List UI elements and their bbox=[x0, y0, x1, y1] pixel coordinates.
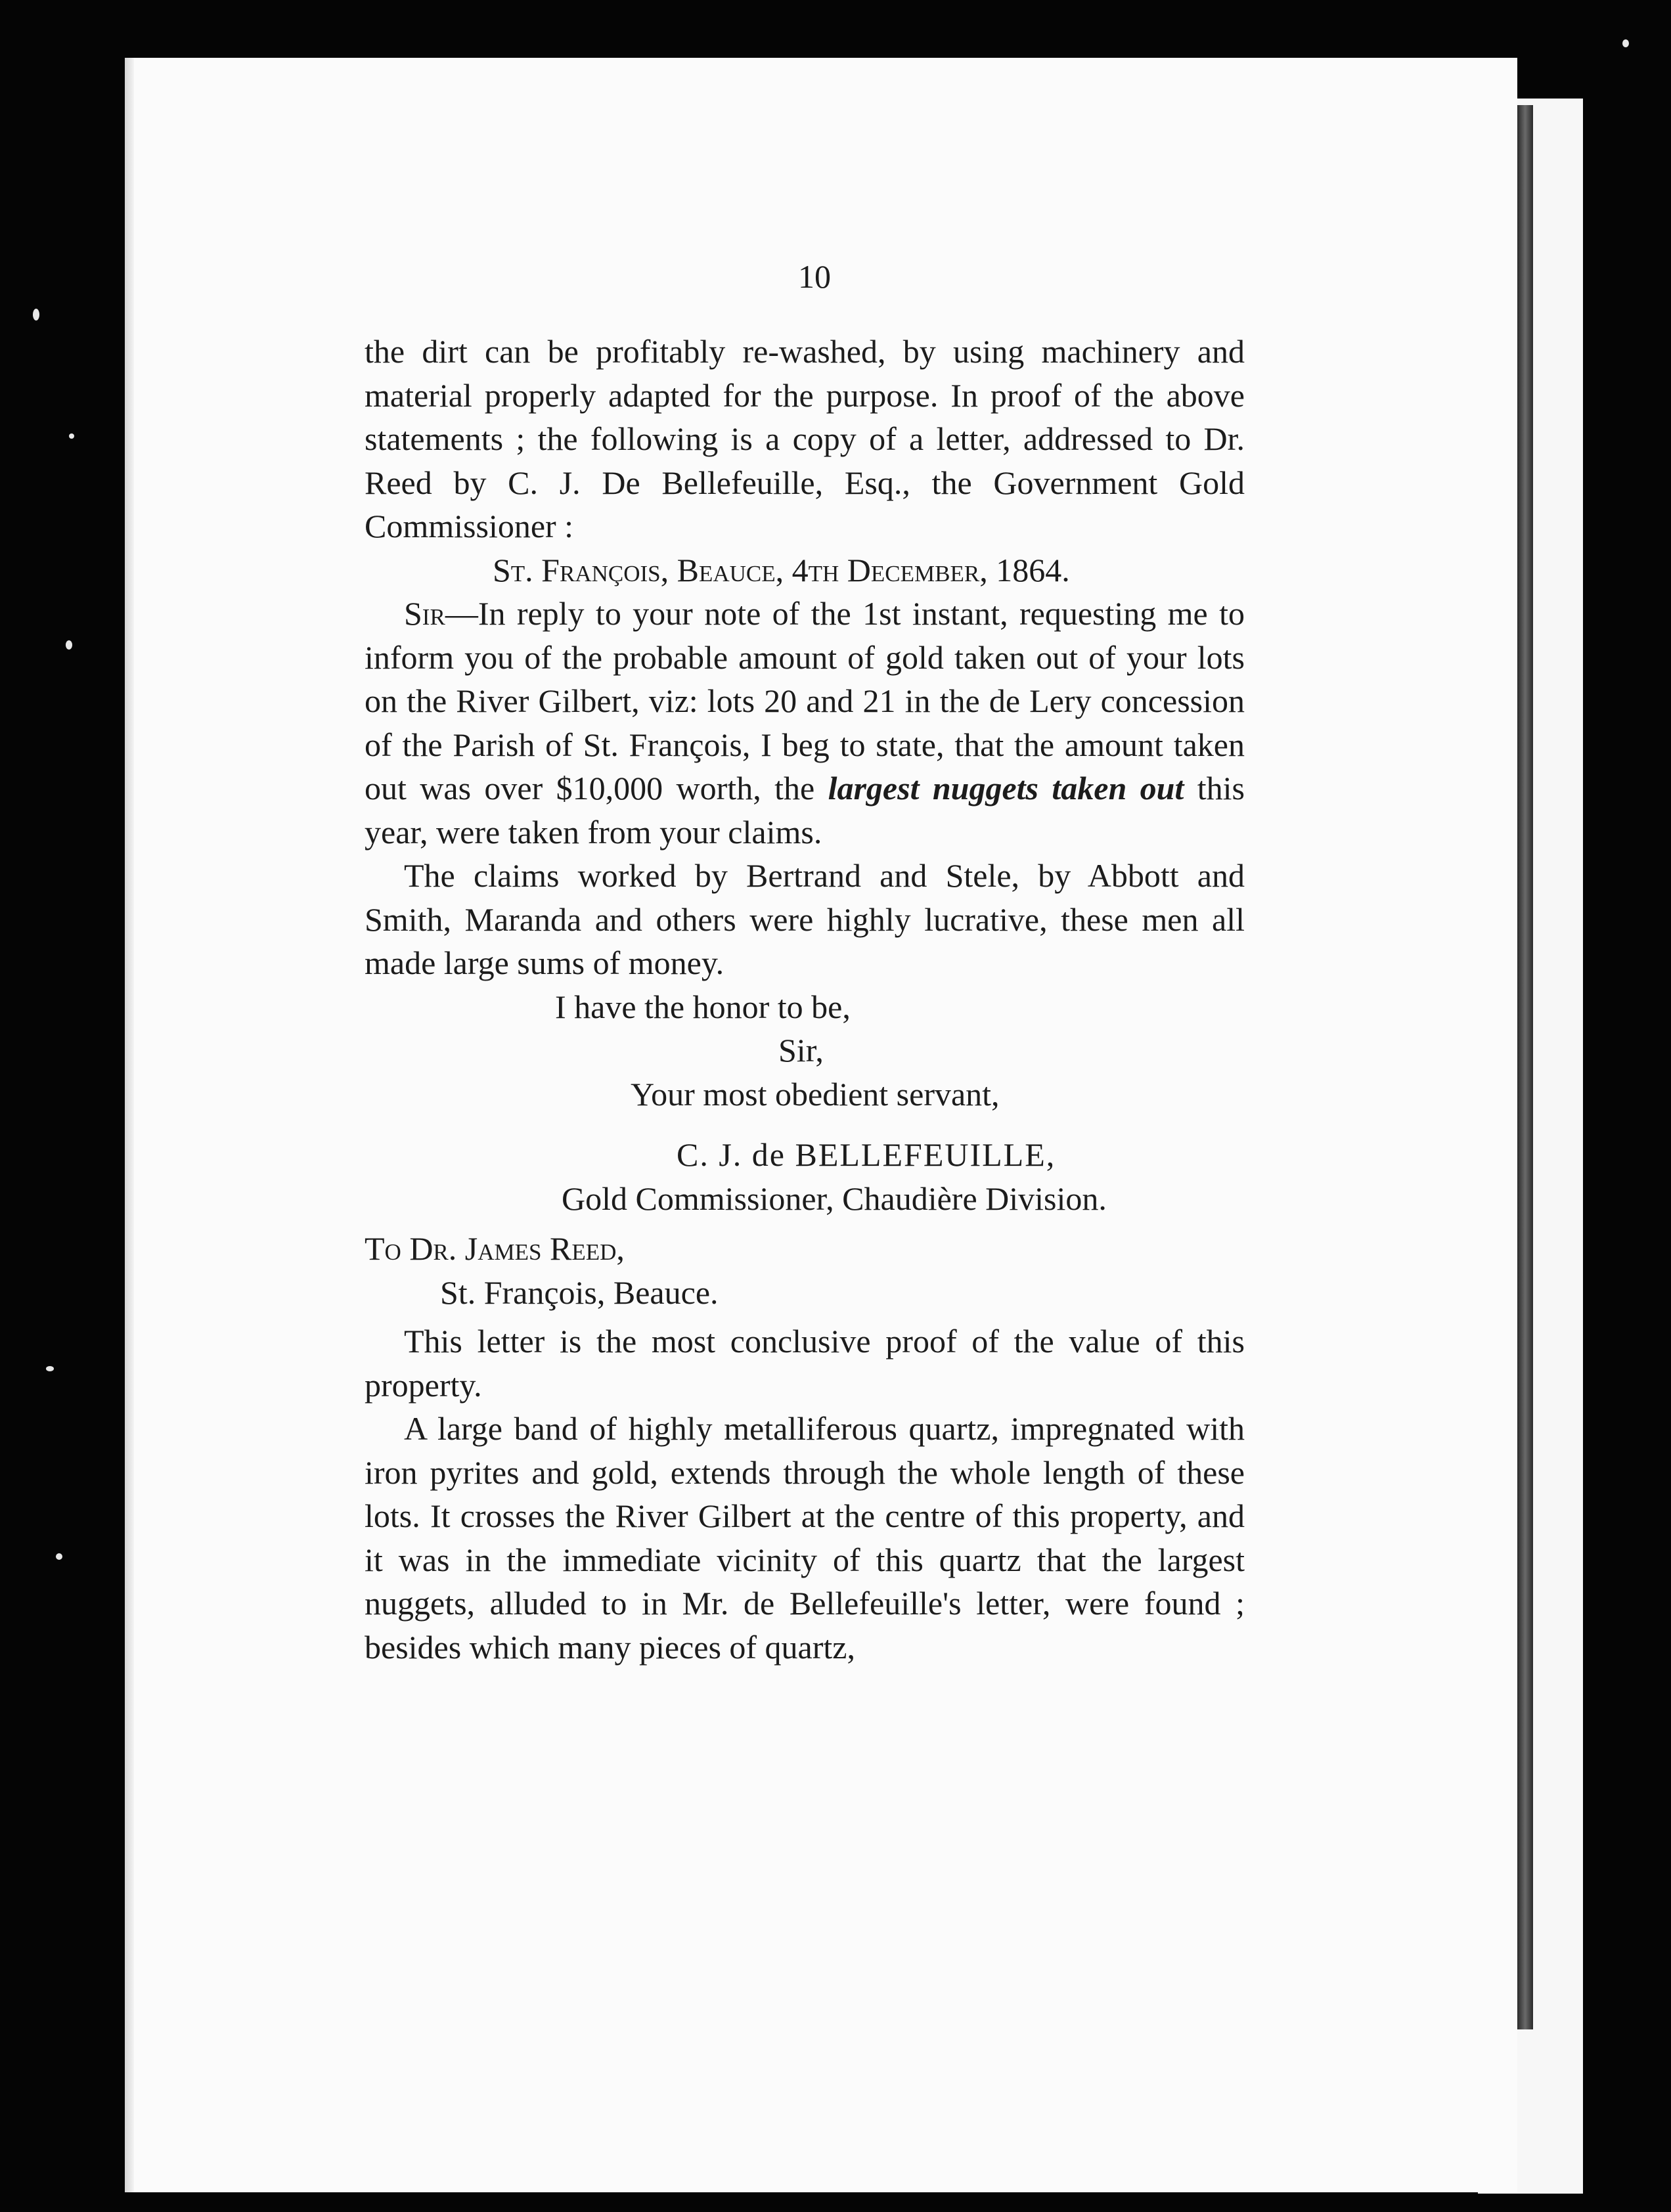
scan-speck bbox=[1622, 39, 1629, 47]
letter-body-paragraph bbox=[365, 592, 1245, 854]
page-number: 10 bbox=[798, 258, 831, 295]
paragraph: the dirt can be profitably re-washed, by using machinery and material properly adapted for the purpose. In proof of the above statements ; the following is a copy of a letter, addressed to Dr. Reed by C. J. De Bellefeuille, Esq., the Government Gold Commissioner : bbox=[365, 333, 1245, 544]
scan-speck bbox=[69, 433, 74, 439]
scan-speck bbox=[56, 1553, 62, 1560]
letter-signature-title: Gold Commissioner, Chaudière Division. bbox=[562, 1180, 1107, 1217]
letter-closing: Sir, bbox=[778, 1032, 824, 1069]
paragraph: A large band of highly metalliferous quartz, impregnated with iron pyrites and gold, extends through the whole length of these lots. It crosses the River Gilbert at the centre of this property, and it was in the immediate vicinity of this quartz that the largest nuggets, alluded to in Mr. de Bellefeuille's letter, were found ; besides which many pieces of quartz, bbox=[365, 1410, 1245, 1666]
book-gutter bbox=[1517, 105, 1533, 2029]
letter-body-text: —In reply to your note of the 1st instant, requesting me to inform you of the probable amount of gold taken out of your lots on the River Gilbert, viz: lots 20 and 21 in the de Lery concession of the Parish of St. François, I beg to state, that the amount taken out was over $10,000 worth, the bbox=[365, 595, 1245, 807]
letter-addressee: To Dr. James Reed, bbox=[365, 1230, 625, 1267]
scan-speck bbox=[33, 309, 39, 321]
scan-speck bbox=[46, 1366, 54, 1371]
letter-salutation: Sir bbox=[404, 595, 445, 632]
letter-closing: I have the honor to be, bbox=[555, 988, 851, 1025]
letter-addressee: St. François, Beauce. bbox=[440, 1273, 719, 1311]
page-text bbox=[365, 250, 1245, 1669]
letter-body-text: this year, were taken from your claims. bbox=[365, 770, 1245, 851]
letter-body-paragraph: The claims worked by Bertrand and Stele, by Abbott and Smith, Maranda and others were highly lucrative, these men all made large sums of money. bbox=[365, 857, 1245, 981]
letter-dateline: St. François, Beauce, 4th December, 1864. bbox=[493, 551, 1070, 588]
paragraph: This letter is the most conclusive proof of the value of this property. bbox=[365, 1323, 1245, 1404]
letter-italic-text: largest nuggets taken out bbox=[828, 770, 1184, 807]
page-edge bbox=[125, 58, 134, 2192]
scan-speck bbox=[66, 640, 72, 650]
letter-closing: Your most obedient servant, bbox=[631, 1075, 1000, 1113]
letter-signature: C. J. de BELLEFEUILLE, bbox=[677, 1136, 1056, 1173]
